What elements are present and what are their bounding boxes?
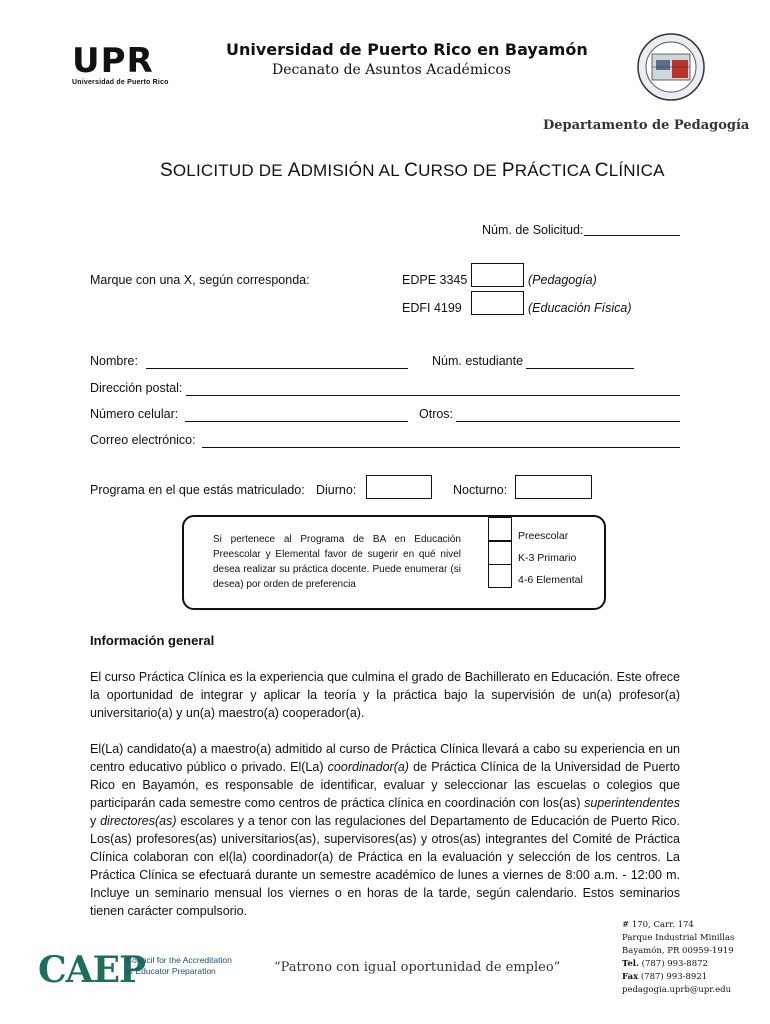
ba-note: Si pertenece al Programa de BA en Educación Preescolar y Elemental favor de sugerir en qué nivel desea realizar su práctica docente. Puede enumerar (si desea) por orden de preferencia xyxy=(213,534,461,590)
university-name: Universidad de Puerto Rico en Bayamón xyxy=(226,40,588,59)
email-line[interactable]: pedagogia.uprb@upr.edu xyxy=(622,985,732,995)
edpe-checkbox[interactable] xyxy=(471,263,524,287)
fax-line xyxy=(622,971,734,984)
title-cap: C xyxy=(594,160,609,181)
elemental-label: 4-6 Elemental xyxy=(518,574,583,586)
p2-text: y xyxy=(90,814,101,828)
celular-field[interactable] xyxy=(185,421,408,422)
direccion-label: Dirección postal: xyxy=(90,381,183,395)
otros-field[interactable] xyxy=(456,421,680,422)
university-seal-icon xyxy=(636,32,706,102)
correo-field[interactable] xyxy=(202,447,680,448)
address-line: Parque Industrial Minillas xyxy=(622,933,735,943)
celular-label: Número celular: xyxy=(90,407,179,421)
k3-primario-label: K-3 Primario xyxy=(518,552,577,564)
diurno-label: Diurno: xyxy=(316,483,357,497)
caep-mark: CAEP xyxy=(38,949,146,991)
title-word: DMISIÓN AL xyxy=(300,161,405,180)
general-paragraph-1: El curso Práctica Clínica es la experiencia que culmina el grado de Bachillerato en Educación. Este ofrece la oportunidad de integrar y aplicar la teoría y la práctica bajo la supervisión de un(a) profesor(a) universitario(a) y un(a) maestro(a) cooperador(a). xyxy=(90,670,680,720)
p2-emphasis: directores(as) xyxy=(100,814,177,828)
num-estudiante-label: Núm. estudiante xyxy=(432,354,524,368)
programa-label: Programa en el que estás matriculado: xyxy=(90,483,305,497)
p2-text: El(La) candidato(a) a maestro(a) admitido al curso de Práctica Clínica llevará a cabo su experiencia en un centro educativo público o privado. El(La) xyxy=(90,742,680,774)
p2-text: de Práctica Clínica de la Universidad de Puerto Rico en Bayamón, es responsable de identificar, evaluar y seleccionar las escuelas o colegios que participarán cada semestre como centros de práctica clínica en coordinación con los(as) xyxy=(90,760,680,810)
tel-value: (787) 993-8872 xyxy=(641,959,708,969)
page-title xyxy=(160,160,665,182)
fax-label: Fax xyxy=(622,972,639,982)
address-line: Bayamón, PR 00959-1919 xyxy=(622,946,734,956)
decanato-name: Decanato de Asuntos Académicos xyxy=(272,62,512,78)
p2-text: escolares y a tenor con las regulaciones del Departamento de Educación de Puerto Rico. Los(as) profesores(as) universitarios(as), supervisores(as) y otros(as) integrantes del Comité de Práctica Clínica colaboran con el(la) coordinador(a) de Práctica en la evaluación y selección de los centros. La Práctica Clínica se efectuará durante un semestre académico de lunes a viernes de 8:00 a.m. - 12:00 m. Incluye un seminario mensual los viernes o en horas de la tarde, según calendario. Estos seminarios tienen carácter compulsorio. xyxy=(90,814,680,918)
nombre-label: Nombre: xyxy=(90,354,138,368)
department-name: Departamento de Pedagogía xyxy=(543,118,750,133)
phone-line xyxy=(622,958,734,971)
tel-label: Tel. xyxy=(622,959,639,969)
title-cap: A xyxy=(287,160,301,181)
p2-emphasis: coordinador(a) xyxy=(327,760,409,774)
elemental-checkbox[interactable] xyxy=(488,564,512,588)
edfi-description: (Educación Física) xyxy=(528,301,632,315)
fax-value: (787) 993-8921 xyxy=(640,972,708,982)
title-word: URSO DE xyxy=(418,161,502,180)
upr-logo-mark: UPR xyxy=(72,41,154,81)
general-paragraph-2 xyxy=(90,740,680,920)
direccion-field[interactable] xyxy=(186,395,680,396)
edpe-label: EDPE 3345 xyxy=(402,273,468,287)
upr-logo xyxy=(72,41,182,86)
nocturno-label: Nocturno: xyxy=(453,483,508,497)
title-cap: S xyxy=(160,160,173,181)
edfi-label: EDFI 4199 xyxy=(402,301,462,315)
upr-logo-subtitle: Universidad de Puerto Rico xyxy=(72,79,169,86)
address-line: # 170, Carr. 174 xyxy=(622,920,694,930)
preescolar-checkbox[interactable] xyxy=(488,517,512,541)
title-word: LÍNICA xyxy=(608,161,665,180)
caep-text: Council for the Accreditation of Educator Preparation xyxy=(126,955,232,976)
title-cap: C xyxy=(404,160,419,181)
p2-emphasis: superintendentes xyxy=(584,796,680,810)
num-solicitud-label: Núm. de Solicitud: xyxy=(482,223,584,237)
footer-motto: “Patrono con igual oportunidad de empleo” xyxy=(274,960,561,975)
title-cap: P xyxy=(501,160,515,181)
title-word: OLICITUD DE xyxy=(172,161,288,180)
nombre-field[interactable] xyxy=(146,368,408,369)
num-solicitud-field[interactable] xyxy=(584,235,680,236)
k3-primario-checkbox[interactable] xyxy=(488,541,512,565)
otros-label: Otros: xyxy=(419,407,454,421)
footer-address xyxy=(622,919,734,997)
caep-logo xyxy=(38,949,232,991)
nocturno-checkbox[interactable] xyxy=(515,475,592,499)
title-word: RÁCTICA xyxy=(514,161,595,180)
edfi-checkbox[interactable] xyxy=(471,291,524,315)
general-info-heading: Información general xyxy=(90,633,215,648)
diurno-checkbox[interactable] xyxy=(366,475,432,499)
marque-label: Marque con una X, según corresponda: xyxy=(90,273,310,287)
correo-label: Correo electrónico: xyxy=(90,433,196,447)
num-estudiante-field[interactable] xyxy=(526,368,634,369)
preescolar-label: Preescolar xyxy=(518,530,569,542)
edpe-description: (Pedagogía) xyxy=(528,273,597,287)
